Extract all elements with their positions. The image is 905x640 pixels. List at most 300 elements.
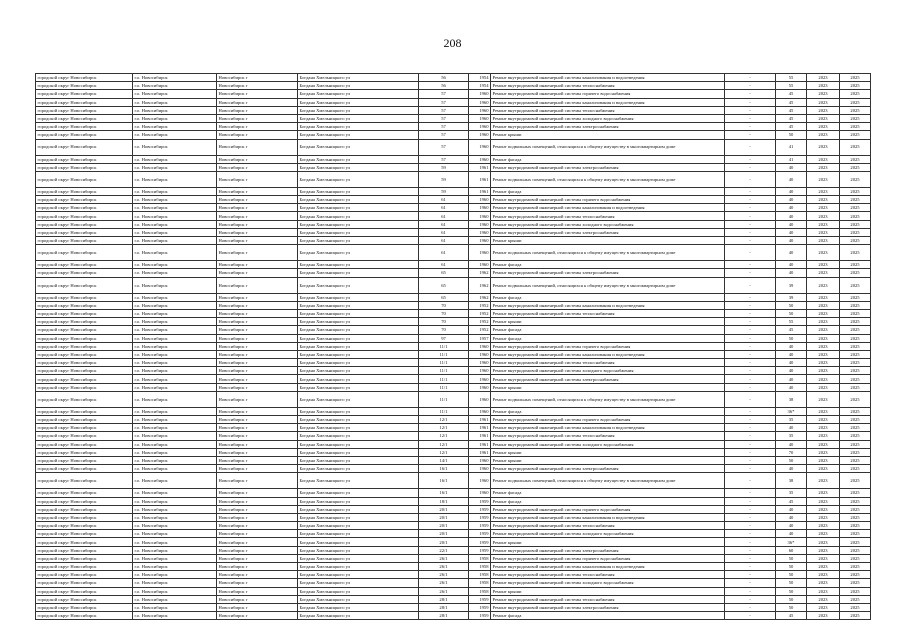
- term-cell: 55: [776, 82, 807, 90]
- district-cell: г.о. Новосибирск: [133, 171, 217, 187]
- district-cell: г.о. Новосибирск: [133, 204, 217, 212]
- street-cell: Богдана Хмельницкого ул: [298, 293, 419, 301]
- house-number-cell: 20/1: [419, 513, 469, 521]
- term-cell: 41: [776, 155, 807, 163]
- municipality-cell: городской округ Новосибирск: [36, 497, 133, 505]
- settlement-cell: Новосибирск г: [217, 456, 298, 464]
- term-cell: 41: [776, 139, 807, 155]
- district-cell: г.о. Новосибирск: [133, 74, 217, 82]
- year-to-cell: 2025: [840, 505, 871, 513]
- street-cell: Богдана Хмельницкого ул: [298, 587, 419, 595]
- year-to-cell: 2025: [840, 228, 871, 236]
- settlement-cell: Новосибирск г: [217, 171, 298, 187]
- house-number-cell: 11/1: [419, 383, 469, 391]
- settlement-cell: Новосибирск г: [217, 497, 298, 505]
- build-year-cell: 1958: [469, 587, 491, 595]
- work-type-cell: Ремонт внутридомовой инженерной системы электроснабжения: [491, 375, 725, 383]
- settlement-cell: Новосибирск г: [217, 74, 298, 82]
- house-number-cell: 18/1: [419, 497, 469, 505]
- dash-cell: -: [725, 350, 776, 358]
- term-cell: 45: [776, 106, 807, 114]
- table-row: [36, 82, 871, 90]
- build-year-cell: 1960: [469, 131, 491, 139]
- district-cell: г.о. Новосибирск: [133, 497, 217, 505]
- build-year-cell: 1960: [469, 139, 491, 155]
- settlement-cell: Новосибирск г: [217, 407, 298, 415]
- district-cell: г.о. Новосибирск: [133, 245, 217, 261]
- year-from-cell: 2023: [807, 359, 840, 367]
- dash-cell: -: [725, 440, 776, 448]
- street-cell: Богдана Хмельницкого ул: [298, 350, 419, 358]
- municipality-cell: городской округ Новосибирск: [36, 546, 133, 554]
- street-cell: Богдана Хмельницкого ул: [298, 522, 419, 530]
- dash-cell: -: [725, 416, 776, 424]
- municipality-cell: городской округ Новосибирск: [36, 579, 133, 587]
- street-cell: Богдана Хмельницкого ул: [298, 563, 419, 571]
- house-number-cell: 61: [419, 237, 469, 245]
- work-type-cell: Ремонт крыши: [491, 237, 725, 245]
- house-number-cell: 11/1: [419, 367, 469, 375]
- street-cell: Богдана Хмельницкого ул: [298, 489, 419, 497]
- settlement-cell: Новосибирск г: [217, 82, 298, 90]
- term-cell: 40: [776, 440, 807, 448]
- table-row: [36, 513, 871, 521]
- work-type-cell: Ремонт внутридомовой инженерной системы электроснабжения: [491, 123, 725, 131]
- street-cell: Богдана Хмельницкого ул: [298, 123, 419, 131]
- build-year-cell: 1960: [469, 456, 491, 464]
- build-year-cell: 1960: [469, 106, 491, 114]
- term-cell: 50: [776, 579, 807, 587]
- dash-cell: -: [725, 187, 776, 195]
- street-cell: Богдана Хмельницкого ул: [298, 513, 419, 521]
- year-to-cell: 2025: [840, 82, 871, 90]
- house-number-cell: 65: [419, 277, 469, 293]
- house-number-cell: 61: [419, 212, 469, 220]
- year-from-cell: 2023: [807, 383, 840, 391]
- dash-cell: -: [725, 603, 776, 611]
- year-to-cell: 2025: [840, 530, 871, 538]
- dash-cell: -: [725, 269, 776, 277]
- street-cell: Богдана Хмельницкого ул: [298, 196, 419, 204]
- term-cell: 40: [776, 196, 807, 204]
- year-from-cell: 2023: [807, 74, 840, 82]
- table-row: [36, 74, 871, 82]
- build-year-cell: 1960: [469, 383, 491, 391]
- settlement-cell: Новосибирск г: [217, 106, 298, 114]
- table-row: [36, 220, 871, 228]
- work-type-cell: Ремонт внутридомовой инженерной системы горячего водоснабжения: [491, 90, 725, 98]
- year-to-cell: 2025: [840, 123, 871, 131]
- table-row: [36, 342, 871, 350]
- street-cell: Богдана Хмельницкого ул: [298, 309, 419, 317]
- street-cell: Богдана Хмельницкого ул: [298, 359, 419, 367]
- settlement-cell: Новосибирск г: [217, 261, 298, 269]
- settlement-cell: Новосибирск г: [217, 513, 298, 521]
- house-number-cell: 61: [419, 261, 469, 269]
- year-to-cell: 2025: [840, 424, 871, 432]
- build-year-cell: 1961: [469, 187, 491, 195]
- year-from-cell: 2023: [807, 432, 840, 440]
- year-to-cell: 2025: [840, 187, 871, 195]
- work-type-cell: Ремонт внутридомовой инженерной системы холодного водоснабжения: [491, 440, 725, 448]
- build-year-cell: 1960: [469, 350, 491, 358]
- settlement-cell: Новосибирск г: [217, 612, 298, 620]
- table-row: [36, 571, 871, 579]
- work-type-cell: Ремонт внутридомовой инженерной системы теплоснабжения: [491, 82, 725, 90]
- district-cell: г.о. Новосибирск: [133, 554, 217, 562]
- work-type-cell: Ремонт крыши: [491, 131, 725, 139]
- year-to-cell: 2025: [840, 513, 871, 521]
- term-cell: 50: [776, 587, 807, 595]
- work-type-cell: Ремонт внутридомовой инженерной системы теплоснабжения: [491, 522, 725, 530]
- work-type-cell: Ремонт внутридомовой инженерной системы холодного водоснабжения: [491, 367, 725, 375]
- district-cell: г.о. Новосибирск: [133, 522, 217, 530]
- district-cell: г.о. Новосибирск: [133, 603, 217, 611]
- build-year-cell: 1961: [469, 416, 491, 424]
- settlement-cell: Новосибирск г: [217, 196, 298, 204]
- year-from-cell: 2023: [807, 237, 840, 245]
- district-cell: г.о. Новосибирск: [133, 106, 217, 114]
- term-cell: 45: [776, 497, 807, 505]
- district-cell: г.о. Новосибирск: [133, 359, 217, 367]
- table-row: [36, 530, 871, 538]
- build-year-cell: 1959: [469, 603, 491, 611]
- dash-cell: -: [725, 277, 776, 293]
- house-number-cell: 12/1: [419, 424, 469, 432]
- year-from-cell: 2023: [807, 269, 840, 277]
- build-year-cell: 1960: [469, 342, 491, 350]
- work-type-cell: Ремонт внутридомовой инженерной системы канализования и водоотведения: [491, 350, 725, 358]
- dash-cell: -: [725, 309, 776, 317]
- municipality-cell: городской округ Новосибирск: [36, 245, 133, 261]
- district-cell: г.о. Новосибирск: [133, 90, 217, 98]
- table-row: [36, 261, 871, 269]
- house-number-cell: 26/1: [419, 554, 469, 562]
- street-cell: Богдана Хмельницкого ул: [298, 204, 419, 212]
- work-type-cell: Ремонт внутридомовой инженерной системы электроснабжения: [491, 269, 725, 277]
- year-from-cell: 2023: [807, 424, 840, 432]
- dash-cell: -: [725, 383, 776, 391]
- district-cell: г.о. Новосибирск: [133, 269, 217, 277]
- table-row: [36, 505, 871, 513]
- term-cell: 40: [776, 375, 807, 383]
- table-row: [36, 309, 871, 317]
- house-number-cell: 70: [419, 309, 469, 317]
- dash-cell: -: [725, 139, 776, 155]
- street-cell: Богдана Хмельницкого ул: [298, 554, 419, 562]
- dash-cell: -: [725, 465, 776, 473]
- table-row: [36, 383, 871, 391]
- year-to-cell: 2025: [840, 391, 871, 407]
- year-to-cell: 2025: [840, 612, 871, 620]
- dash-cell: -: [725, 359, 776, 367]
- work-type-cell: Ремонт внутридомовой инженерной системы канализования и водоотведения: [491, 74, 725, 82]
- municipality-cell: городской округ Новосибирск: [36, 571, 133, 579]
- municipality-cell: городской округ Новосибирск: [36, 367, 133, 375]
- term-cell: 40: [776, 522, 807, 530]
- year-from-cell: 2023: [807, 196, 840, 204]
- year-to-cell: 2025: [840, 171, 871, 187]
- year-to-cell: 2025: [840, 155, 871, 163]
- build-year-cell: 1961: [469, 424, 491, 432]
- municipality-cell: городской округ Новосибирск: [36, 309, 133, 317]
- year-from-cell: 2023: [807, 261, 840, 269]
- street-cell: Богдана Хмельницкого ул: [298, 155, 419, 163]
- table-row: [36, 448, 871, 456]
- build-year-cell: 1952: [469, 318, 491, 326]
- settlement-cell: Новосибирск г: [217, 293, 298, 301]
- year-from-cell: 2023: [807, 277, 840, 293]
- term-cell: 55: [776, 318, 807, 326]
- year-from-cell: 2023: [807, 212, 840, 220]
- municipality-cell: городской округ Новосибирск: [36, 612, 133, 620]
- term-cell: 60: [776, 546, 807, 554]
- district-cell: г.о. Новосибирск: [133, 579, 217, 587]
- district-cell: г.о. Новосибирск: [133, 309, 217, 317]
- table-row: [36, 563, 871, 571]
- work-type-cell: Ремонт фасада: [491, 293, 725, 301]
- district-cell: г.о. Новосибирск: [133, 448, 217, 456]
- district-cell: г.о. Новосибирск: [133, 587, 217, 595]
- build-year-cell: 1961: [469, 432, 491, 440]
- settlement-cell: Новосибирск г: [217, 220, 298, 228]
- settlement-cell: Новосибирск г: [217, 391, 298, 407]
- year-from-cell: 2023: [807, 82, 840, 90]
- settlement-cell: Новосибирск г: [217, 383, 298, 391]
- year-to-cell: 2025: [840, 269, 871, 277]
- district-cell: г.о. Новосибирск: [133, 489, 217, 497]
- year-to-cell: 2025: [840, 432, 871, 440]
- dash-cell: -: [725, 563, 776, 571]
- work-type-cell: Ремонт фасада: [491, 407, 725, 415]
- street-cell: Богдана Хмельницкого ул: [298, 301, 419, 309]
- table-row: [36, 326, 871, 334]
- year-from-cell: 2023: [807, 90, 840, 98]
- year-from-cell: 2023: [807, 456, 840, 464]
- house-number-cell: 61: [419, 220, 469, 228]
- table-row: [36, 367, 871, 375]
- house-number-cell: 20/1: [419, 505, 469, 513]
- table-row: [36, 546, 871, 554]
- house-number-cell: 12/1: [419, 416, 469, 424]
- build-year-cell: 1961: [469, 171, 491, 187]
- year-to-cell: 2025: [840, 522, 871, 530]
- street-cell: Богдана Хмельницкого ул: [298, 440, 419, 448]
- work-type-cell: Ремонт внутридомовой инженерной системы горячего водоснабжения: [491, 416, 725, 424]
- district-cell: г.о. Новосибирск: [133, 139, 217, 155]
- street-cell: Богдана Хмельницкого ул: [298, 497, 419, 505]
- house-number-cell: 57: [419, 139, 469, 155]
- settlement-cell: Новосибирск г: [217, 114, 298, 122]
- dash-cell: -: [725, 513, 776, 521]
- table-row: [36, 106, 871, 114]
- build-year-cell: 1960: [469, 407, 491, 415]
- district-cell: г.о. Новосибирск: [133, 391, 217, 407]
- table-row: [36, 90, 871, 98]
- year-to-cell: 2025: [840, 301, 871, 309]
- dash-cell: -: [725, 326, 776, 334]
- district-cell: г.о. Новосибирск: [133, 367, 217, 375]
- settlement-cell: Новосибирск г: [217, 375, 298, 383]
- year-to-cell: 2025: [840, 407, 871, 415]
- year-from-cell: 2023: [807, 326, 840, 334]
- work-type-cell: Ремонт фасада: [491, 612, 725, 620]
- table-row: [36, 237, 871, 245]
- settlement-cell: Новосибирск г: [217, 448, 298, 456]
- term-cell: 50: [776, 554, 807, 562]
- work-type-cell: Ремонт фасада: [491, 187, 725, 195]
- settlement-cell: Новосибирск г: [217, 163, 298, 171]
- year-to-cell: 2025: [840, 383, 871, 391]
- house-number-cell: 70: [419, 326, 469, 334]
- build-year-cell: 1960: [469, 204, 491, 212]
- table-row: [36, 269, 871, 277]
- year-to-cell: 2025: [840, 90, 871, 98]
- year-from-cell: 2023: [807, 595, 840, 603]
- work-type-cell: Ремонт подвальных помещений, относящихся к общему имуществу в многоквартирном доме: [491, 139, 725, 155]
- house-number-cell: 20/1: [419, 522, 469, 530]
- dash-cell: -: [725, 155, 776, 163]
- municipality-cell: городской округ Новосибирск: [36, 139, 133, 155]
- term-cell: 40: [776, 367, 807, 375]
- house-number-cell: 16/1: [419, 465, 469, 473]
- work-type-cell: Ремонт внутридомовой инженерной системы теплоснабжения: [491, 309, 725, 317]
- table-row: [36, 131, 871, 139]
- work-type-cell: Ремонт внутридомовой инженерной системы электроснабжения: [491, 546, 725, 554]
- year-from-cell: 2023: [807, 538, 840, 546]
- municipality-cell: городской округ Новосибирск: [36, 163, 133, 171]
- settlement-cell: Новосибирск г: [217, 98, 298, 106]
- year-from-cell: 2023: [807, 579, 840, 587]
- house-number-cell: 57: [419, 106, 469, 114]
- settlement-cell: Новосибирск г: [217, 139, 298, 155]
- work-type-cell: Ремонт подвальных помещений, относящихся к общему имуществу в многоквартирном доме: [491, 245, 725, 261]
- build-year-cell: 1962: [469, 269, 491, 277]
- municipality-cell: городской округ Новосибирск: [36, 407, 133, 415]
- district-cell: г.о. Новосибирск: [133, 98, 217, 106]
- district-cell: г.о. Новосибирск: [133, 546, 217, 554]
- work-type-cell: Ремонт внутридомовой инженерной системы электроснабжения: [491, 163, 725, 171]
- street-cell: Богдана Хмельницкого ул: [298, 106, 419, 114]
- dash-cell: -: [725, 90, 776, 98]
- district-cell: г.о. Новосибирск: [133, 612, 217, 620]
- year-to-cell: 2025: [840, 465, 871, 473]
- build-year-cell: 1958: [469, 563, 491, 571]
- work-type-cell: Ремонт внутридомовой инженерной системы холодного водоснабжения: [491, 220, 725, 228]
- year-from-cell: 2023: [807, 571, 840, 579]
- settlement-cell: Новосибирск г: [217, 90, 298, 98]
- year-from-cell: 2023: [807, 245, 840, 261]
- term-cell: 70: [776, 448, 807, 456]
- settlement-cell: Новосибирск г: [217, 334, 298, 342]
- build-year-cell: 1960: [469, 489, 491, 497]
- dash-cell: -: [725, 554, 776, 562]
- municipality-cell: городской округ Новосибирск: [36, 440, 133, 448]
- municipality-cell: городской округ Новосибирск: [36, 563, 133, 571]
- table-row: [36, 163, 871, 171]
- year-from-cell: 2023: [807, 220, 840, 228]
- year-to-cell: 2025: [840, 293, 871, 301]
- year-to-cell: 2025: [840, 131, 871, 139]
- year-from-cell: 2023: [807, 171, 840, 187]
- municipality-cell: городской округ Новосибирск: [36, 554, 133, 562]
- year-to-cell: 2025: [840, 579, 871, 587]
- year-to-cell: 2025: [840, 440, 871, 448]
- year-to-cell: 2025: [840, 563, 871, 571]
- street-cell: Богдана Хмельницкого ул: [298, 212, 419, 220]
- table-row: [36, 375, 871, 383]
- work-type-cell: Ремонт крыши: [491, 538, 725, 546]
- municipality-cell: городской округ Новосибирск: [36, 448, 133, 456]
- build-year-cell: 1960: [469, 90, 491, 98]
- dash-cell: -: [725, 220, 776, 228]
- municipality-cell: городской округ Новосибирск: [36, 269, 133, 277]
- build-year-cell: 1958: [469, 554, 491, 562]
- settlement-cell: Новосибирск г: [217, 603, 298, 611]
- work-type-cell: Ремонт внутридомовой инженерной системы канализования и водоотведения: [491, 301, 725, 309]
- street-cell: Богдана Хмельницкого ул: [298, 391, 419, 407]
- term-cell: 40: [776, 359, 807, 367]
- year-to-cell: 2025: [840, 595, 871, 603]
- municipality-cell: городской округ Новосибирск: [36, 424, 133, 432]
- district-cell: г.о. Новосибирск: [133, 465, 217, 473]
- term-cell: 50: [776, 603, 807, 611]
- year-to-cell: 2025: [840, 473, 871, 489]
- year-to-cell: 2025: [840, 448, 871, 456]
- municipality-cell: городской округ Новосибирск: [36, 131, 133, 139]
- year-from-cell: 2023: [807, 448, 840, 456]
- build-year-cell: 1952: [469, 326, 491, 334]
- table-row: [36, 416, 871, 424]
- term-cell: 50: [776, 595, 807, 603]
- street-cell: Богдана Хмельницкого ул: [298, 220, 419, 228]
- table-row: [36, 407, 871, 415]
- table-row: [36, 114, 871, 122]
- house-number-cell: 26/1: [419, 579, 469, 587]
- term-cell: 40: [776, 237, 807, 245]
- house-number-cell: 59: [419, 163, 469, 171]
- house-number-cell: 16/1: [419, 473, 469, 489]
- house-number-cell: 61: [419, 228, 469, 236]
- build-year-cell: 1959: [469, 595, 491, 603]
- municipality-cell: городской округ Новосибирск: [36, 391, 133, 407]
- work-type-cell: Ремонт внутридомовой инженерной системы теплоснабжения: [491, 432, 725, 440]
- dash-cell: -: [725, 228, 776, 236]
- year-to-cell: 2025: [840, 554, 871, 562]
- district-cell: г.о. Новосибирск: [133, 123, 217, 131]
- district-cell: г.о. Новосибирск: [133, 456, 217, 464]
- term-cell: 40: [776, 383, 807, 391]
- municipality-cell: городской округ Новосибирск: [36, 359, 133, 367]
- year-from-cell: 2023: [807, 407, 840, 415]
- year-to-cell: 2025: [840, 106, 871, 114]
- settlement-cell: Новосибирск г: [217, 367, 298, 375]
- dash-cell: -: [725, 237, 776, 245]
- build-year-cell: 1960: [469, 98, 491, 106]
- district-cell: г.о. Новосибирск: [133, 505, 217, 513]
- street-cell: Богдана Хмельницкого ул: [298, 579, 419, 587]
- street-cell: Богдана Хмельницкого ул: [298, 228, 419, 236]
- street-cell: Богдана Хмельницкого ул: [298, 318, 419, 326]
- build-year-cell: 1962: [469, 277, 491, 293]
- year-from-cell: 2023: [807, 505, 840, 513]
- dash-cell: -: [725, 530, 776, 538]
- settlement-cell: Новосибирск г: [217, 546, 298, 554]
- house-number-cell: 11/1: [419, 350, 469, 358]
- dash-cell: -: [725, 595, 776, 603]
- district-cell: г.о. Новосибирск: [133, 187, 217, 195]
- house-number-cell: 12/1: [419, 440, 469, 448]
